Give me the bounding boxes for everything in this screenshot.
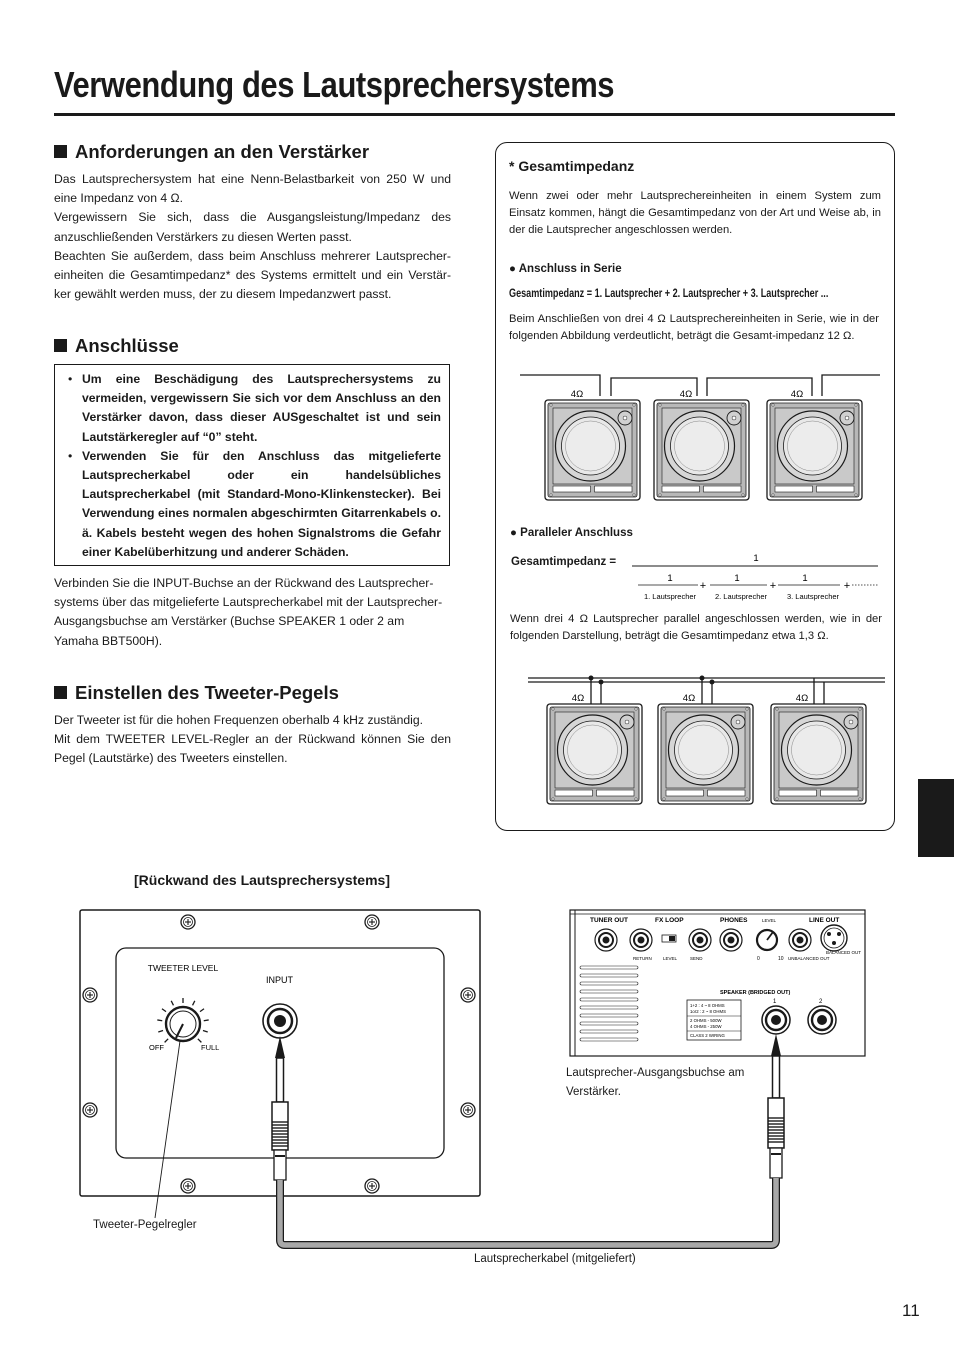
section-heading-tweeter: Einstellen des Tweeter-Pegels [54,682,339,704]
screw-icon [83,988,97,1002]
speaker-cabinet-icon [654,400,749,500]
unbalanced-out-label: UNBALANCED OUT [788,956,830,961]
term-denominator: 2. Lautsprecher [714,592,768,601]
filled-circle-icon: ● [510,527,517,539]
connections-text [54,574,451,651]
impedance-label: 4Ω [571,693,585,704]
speaker-out-jack-2[interactable] [808,1006,836,1034]
amp-text [54,170,451,304]
level-zero-label: 0 [757,956,760,962]
impedance-intro: Wenn zwei oder mehr Lautsprechereinheiten in einem System zum Einsatz kommen, hängt die Gesamtimpedanz von der Art und Weise ab, in der die Lautsprecher angeschlossen werden. [509,190,881,236]
speaker-label: SPEAKER (BRIDGED OUT) [720,990,791,996]
page-number: 11 [902,1301,920,1320]
return-label: RETURN [633,956,652,961]
tweeter-level-knob[interactable] [157,998,208,1042]
speaker-cabinet-icon [545,400,640,500]
warning-item: • Um eine Beschädigung des Lautsprechersystems zu vermeiden, vergewissern Sie sich vor dem Anschluss an den Verstärker davon, dass dieser AUSgeschaltet ist und sein Lautstärkeregler auf “0” steht. [68,372,441,444]
amp-jack-icon [720,929,742,951]
screw-icon [365,915,379,929]
impedance-label: 4Ω [795,693,809,704]
series-diagram [515,370,885,510]
term-numerator: 1 [802,573,808,584]
amp-jack-icon [595,929,617,951]
tuner-out-label: TUNER OUT [590,917,628,924]
wire [822,375,880,396]
term-denominator: 1. Lautsprecher [643,592,697,601]
junction-dot [599,680,604,685]
filled-circle-icon: ● [509,263,516,275]
cable-callout: Lautsprecherkabel (mitgeliefert) [474,1253,636,1265]
term-numerator: 1 [734,573,740,584]
section-heading-amp: Anforderungen an den Verstärker [54,141,369,163]
line-out-label: LINE OUT [809,917,840,924]
parallel-title: ● Paralleler Anschluss [510,527,633,539]
amp-paragraph-3: Beachten Sie außerdem, dass beim Anschluss mehrerer Lautsprecher-einheiten die Gesamtimpedanz* des Systems ermittelt und ein Verstär-ker gewählt werden muss, der zu diesem Impedanzwert passt. [54,248,451,302]
leader-line [155,1041,180,1218]
spec-line: CLASS 2 WIRING [690,1033,725,1038]
section-amp [54,141,369,163]
screw-icon [181,915,195,929]
screw-icon [83,1103,97,1117]
series-text: Beim Anschließen von drei 4 Ω Lautsprechereinheiten in Serie, wie in der folgenden Abbildung verdeutlicht, beträgt die Gesamt-impedanz 12 Ω. [509,313,879,342]
parallel-formula [630,550,880,605]
amp-jack-icon [689,929,711,951]
junction-dot [710,680,715,685]
amp-output-callout: Lautsprecher-Ausgangsbuchse am Verstärker. [566,1067,745,1098]
level-knob-icon [757,930,777,950]
section-heading-connections: Anschlüsse [54,335,179,357]
impedance-label: 4Ω [682,693,696,704]
section-tab [918,779,954,857]
input-label: INPUT [266,975,293,985]
rear-panel-caption: [Rückwand des Lautsprechersystems] [134,872,390,888]
amp-jack-icon [789,929,811,951]
parallel-formula-label: Gesamtimpedanz = [511,556,617,568]
parallel-text: Wenn drei 4 Ω Lautsprecher parallel angeschlossen werden, wie in der folgenden Darstellung, beträgt die Gesamtimpedanz etwa 1,3 Ω. [510,613,882,642]
wire [520,375,600,396]
input-jack[interactable] [263,1004,297,1038]
term-denominator: 3. Lautsprecher [786,592,840,601]
screw-icon [365,1179,379,1193]
plus-sign: + [843,580,851,592]
square-bullet-icon [54,339,67,352]
phones-label: PHONES [720,917,748,924]
screw-icon [461,988,475,1002]
square-bullet-icon [54,145,67,158]
spec-line: 1+2 : 4 ~ 8 OHMS [690,1003,725,1008]
speaker-cabinet-icon [771,704,866,804]
spec-line: 2 OHMS - 500W [690,1018,722,1023]
section-tweeter [54,682,339,704]
amp-paragraph-1: Das Lautsprechersystem hat eine Nenn-Belastbarkeit von 250 W und eine Impedanz von 4 Ω. [54,172,451,206]
amp-paragraph-2: Vergewissern Sie sich, dass die Ausgangsleistung/Impedanz des anzuschließenden Verstärkers zu diesen Werten passt. [54,210,451,244]
impedance-label: 4Ω [679,389,693,400]
screw-icon [461,1103,475,1117]
fx-level-switch-icon [662,935,676,942]
speaker-cabinet-icon [658,704,753,804]
speaker-jack-1-label: 1 [773,999,777,1005]
speaker-cabinet-icon [547,704,642,804]
connections-paragraph: Verbinden Sie die INPUT-Buchse an der Rückwand des Lautsprecher-systems über das mitgelieferte Lautsprecherkabel mit der Lautsprecher-Ausgangsbuchse am Verstärker (Buchse SPEAKER 1 oder 2 am Yamaha BBT500H). [54,576,443,648]
parallel-diagram [525,672,885,807]
tweeter-knob-callout: Tweeter-Pegelregler [93,1219,197,1231]
speaker-cabinet-icon [767,400,862,500]
plus-sign: + [699,580,707,592]
spec-line: 1or2 : 2 ~ 8 OHMS [690,1009,726,1014]
off-label: OFF [149,1043,164,1052]
page-title: Verwendung des Lautsprechersystems [54,64,615,105]
send-label: SEND [690,956,703,961]
plus-sign: + [769,580,777,592]
formula-numerator: 1 [753,553,759,564]
speaker-jack-2-label: 2 [819,999,823,1005]
speaker-cable-fill [280,1178,776,1245]
level-ten-label: 10 [778,956,784,962]
speaker-cable [280,1178,776,1245]
tweeter-paragraph-2: Mit dem TWEETER LEVEL-Regler an der Rückwand können Sie den Pegel (Lautstärke) des Tweeters einstellen. [54,732,451,766]
fx-level-label: LEVEL [663,956,678,961]
speaker-out-jack-1[interactable] [762,1006,790,1034]
spec-line: 4 OHMS - 250W [690,1024,722,1029]
xlr-connector-icon [821,925,847,951]
balanced-out-label: BALANCED OUT [826,950,862,955]
amp-jack-icon [630,929,652,951]
level-label: LEVEL [762,918,777,923]
cable-plug [272,1036,288,1180]
junction-dot [589,676,594,681]
title-rule [54,113,895,116]
term-numerator: 1 [667,573,673,584]
impedance-label: 4Ω [790,389,804,400]
series-formula: Gesamtimpedanz = 1. Lautsprecher + 2. Lautsprecher + 3. Lautsprecher ... [509,288,829,300]
series-title: ● Anschluss in Serie [509,263,622,275]
tweeter-level-label: TWEETER LEVEL [147,963,219,973]
warning-item: • Verwenden Sie für den Anschluss das mitgelieferte Lautsprecherkabel oder ein handelsübliches Lautsprecherkabel (mit Standard-Mono-Klinkenstecker). Bei Verwendung eines normalen abgeschirmten Gitarrenkabels o. ä. Kabels besteht wegen des hohen Signalstroms die Gefahr einer Kabelüberhitzung und anderer Schäden. [68,448,441,559]
junction-dot [700,676,705,681]
impedance-heading: * Gesamtimpedanz [509,158,635,174]
section-connections [54,335,179,357]
impedance-label: 4Ω [570,389,584,400]
warning-box [54,364,450,566]
tweeter-text [54,711,451,769]
full-label: FULL [201,1043,220,1052]
screw-icon [181,1179,195,1193]
fx-loop-label: FX LOOP [655,917,684,924]
tweeter-paragraph-1: Der Tweeter ist für die hohen Frequenzen oberhalb 4 kHz zuständig. [54,713,423,727]
square-bullet-icon [54,686,67,699]
